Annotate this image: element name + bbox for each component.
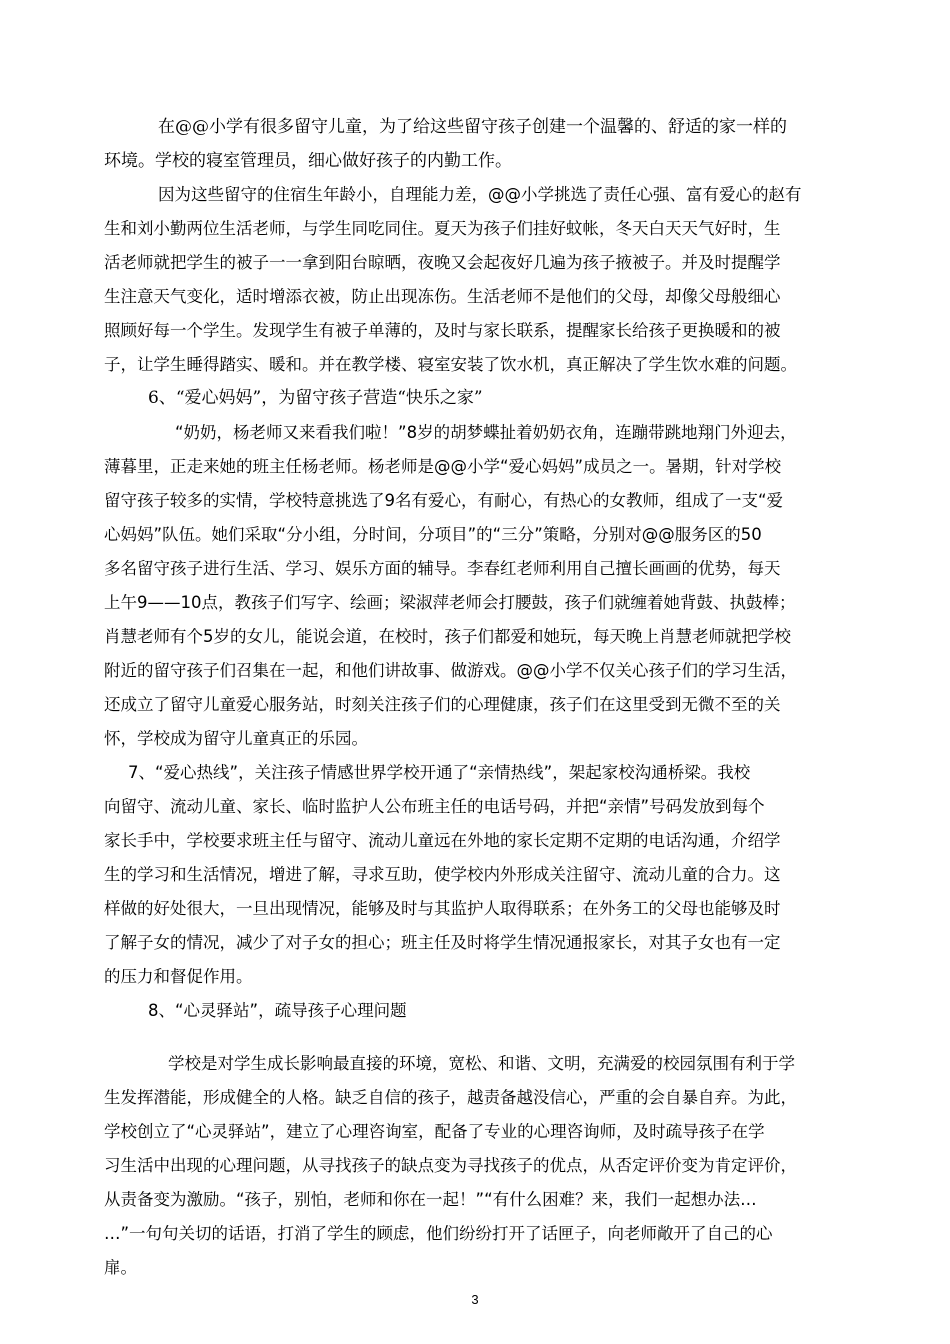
text-line: 怀，学校成为留守儿童真正的乐园。: [104, 729, 368, 748]
text-line: 扉。: [104, 1258, 137, 1277]
text-line: 习生活中出现的心理问题，从寻找孩子的缺点变为寻找孩子的优点，从否定评价变为肯定评价，: [104, 1156, 797, 1175]
text-line: 肖慧老师有个5岁的女儿，能说会道，在校时，孩子们都爱和她玩，每天晚上肖慧老师就把学校: [104, 627, 791, 646]
text-line: 学校创立了“心灵驿站”，建立了心理咨询室，配备了专业的心理咨询师，及时疏导孩子在学: [104, 1122, 765, 1141]
text-line: 生发挥潜能，形成健全的人格。缺乏自信的孩子，越责备越没信心，严重的会自暴自弃。为此，: [104, 1088, 797, 1107]
text-line: 照顾好每一个学生。发现学生有被子单薄的，及时与家长联系，提醒家长给孩子更换暖和的被: [104, 321, 781, 340]
text-line: 生和刘小勤两位生活老师，与学生同吃同住。夏天为孩子们挂好蚊帐，冬天白天天气好时，生: [104, 219, 781, 238]
text-line: 多名留守孩子进行生活、学习、娱乐方面的辅导。李春红老师利用自己擅长画画的优势，每天: [104, 559, 781, 578]
text-line: 家长手中，学校要求班主任与留守、流动儿童远在外地的家长定期不定期的电话沟通，介绍学: [104, 831, 781, 850]
text-line: 留守孩子较多的实情，学校特意挑选了9名有爱心，有耐心，有热心的女教师，组成了一支“爱: [104, 491, 784, 510]
text-line: 心妈妈”队伍。她们采取“分小组，分时间，分项目”的“三分”策略，分别对@@服务区的50: [104, 525, 762, 544]
section-heading-6: 6、“爱心妈妈”，为留守孩子营造“快乐之家”: [148, 388, 483, 408]
text-line: “奶奶，杨老师又来看我们啦！”8岁的胡梦蝶扯着奶奶衣角，连蹦带跳地翔门外迎去，: [175, 423, 797, 442]
text-line: 样做的好处很大，一旦出现情况，能够及时与其监护人取得联系；在外务工的父母也能够及时: [104, 899, 781, 918]
text-line: 向留守、流动儿童、家长、临时监护人公布班主任的电话号码，并把“亲情”号码发放到每个: [104, 797, 765, 816]
text-line: 在@@小学有很多留守儿童，为了给这些留守孩子创建一个温馨的、舒适的家一样的: [158, 117, 787, 137]
text-line: 因为这些留守的住宿生年龄小，自理能力差，@@小学挑选了责任心强、富有爱心的赵有: [158, 185, 802, 204]
text-line: …”一句句关切的话语，打消了学生的顾虑，他们纷纷打开了话匣子，向老师敞开了自己的心: [104, 1224, 773, 1243]
section-heading-8: 8、“心灵驿站”，疏导孩子心理问题: [148, 1001, 407, 1020]
text-line: 附近的留守孩子们召集在一起，和他们讲故事、做游戏。@@小学不仅关心孩子们的学习生活，: [104, 661, 797, 680]
text-line: 子，让学生睡得踏实、暖和。并在教学楼、寝室安装了饮水机，真正解决了学生饮水难的问题。: [104, 355, 797, 374]
text-line: 的压力和督促作用。: [104, 967, 253, 986]
text-line: 环境。学校的寝室管理员，细心做好孩子的内勤工作。: [104, 151, 512, 171]
text-line: 从责备变为激励。“孩子，别怕，老师和你在一起！”“有什么困难？来，我们一起想办法…: [104, 1190, 757, 1209]
text-line: 生的学习和生活情况，增进了解，寻求互助，使学校内外形成关注留守、流动儿童的合力。这: [104, 865, 781, 884]
text-line: 7、“爱心热线”，关注孩子情感世界学校开通了“亲情热线”，架起家校沟通桥梁。我校: [128, 763, 751, 782]
text-line: 还成立了留守儿童爱心服务站，时刻关注孩子们的心理健康，孩子们在这里受到无微不至的关: [104, 695, 781, 714]
text-line: 了解子女的情况，减少了对子女的担心；班主任及时将学生情况通报家长，对其子女也有一定: [104, 933, 781, 952]
text-line: 活老师就把学生的被子一一拿到阳台晾晒，夜晚又会起夜好几遍为孩子掖被子。并及时提醒学: [104, 253, 781, 272]
text-line: 薄暮里，正走来她的班主任杨老师。杨老师是@@小学“爱心妈妈”成员之一。暑期，针对学校: [104, 457, 782, 476]
text-line: 学校是对学生成长影响最直接的环境，宽松、和谐、文明，充满爱的校园氛围有利于学: [168, 1054, 795, 1073]
text-line: 生注意天气变化，适时增添衣被，防止出现冻伤。生活老师不是他们的父母，却像父母般细心: [104, 287, 781, 306]
page-number: 3: [471, 1292, 479, 1307]
text-line: 上午9——10点，教孩子们写字、绘画；梁淑萍老师会打腰鼓，孩子们就缠着她背鼓、执鼓棒；: [104, 593, 796, 612]
